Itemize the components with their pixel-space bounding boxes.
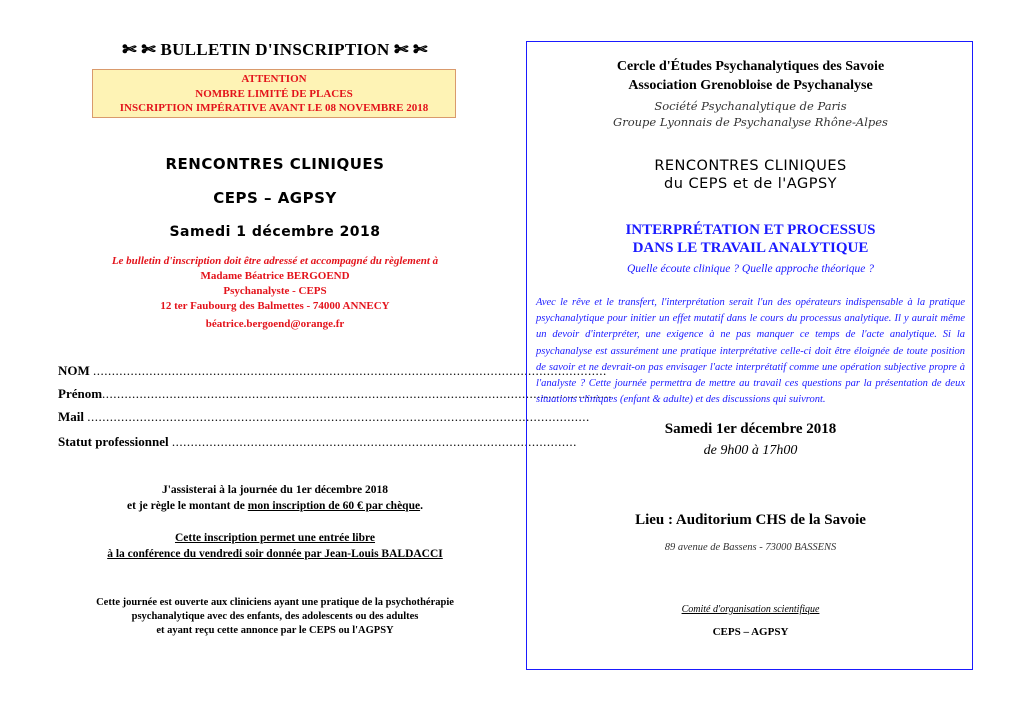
event-heading-line: du CEPS et de l'AGPSY [663, 176, 838, 192]
committee-label: Comité d'organisation scientifique [681, 604, 820, 615]
assist-text: et je règle le montant de [127, 500, 248, 512]
field-statut[interactable] [58, 434, 577, 450]
open-line: Cette journée est ouverte aux cliniciens ayant une pratique de la psychothérapie [96, 597, 454, 608]
event-organizers: CEPS – AGPSY [213, 189, 337, 207]
organizers [527, 57, 974, 95]
field-nom[interactable] [58, 363, 607, 379]
audience-note [40, 596, 510, 638]
assist-amount: mon inscription de 60 € par chèque [247, 500, 421, 512]
event-heading [527, 157, 974, 193]
event-date-right: Samedi 1er décembre 2018 [664, 421, 837, 437]
committee-names: CEPS – AGPSY [712, 626, 789, 638]
libre-line: Cette inscription permet une entrée libre [174, 532, 376, 544]
bulletin-title: ✄ ✄ BULLETIN D'INSCRIPTION ✄ ✄ [122, 40, 428, 59]
affiliations [527, 98, 974, 130]
field-prenom[interactable] [58, 386, 613, 402]
field-mail[interactable] [58, 409, 590, 425]
event-title: RENCONTRES CLINIQUES [165, 155, 385, 173]
contact-address: 12 ter Faubourg des Balmettes - 74000 ANNECY [160, 300, 390, 312]
field-label: Mail [58, 409, 84, 424]
theme-line: DANS LE TRAVAIL ANALYTIQUE [632, 240, 869, 256]
event-date: Samedi 1 décembre 2018 [169, 224, 381, 240]
contact-email: béatrice.bergoend@orange.fr [205, 318, 345, 330]
assist-text: . [420, 500, 423, 512]
field-dots: ............................................................................................................ [171, 434, 577, 449]
groupe-name: Groupe Lyonnais de Psychanalyse Rhône-Alpes [613, 115, 888, 129]
field-label: Prénom [58, 386, 103, 401]
assist-line: J'assisterai à la journée du 1er décembre 2018 [161, 484, 389, 496]
bulletin-note: Le bulletin d'inscription doit être adressé et accompagné du règlement à [111, 255, 439, 267]
theme-line: INTERPRÉTATION ET PROCESSUS [625, 222, 876, 238]
assist-line [40, 498, 510, 514]
association-name: Association Grenobloise de Psychanalyse [628, 78, 873, 93]
attention-line: INSCRIPTION IMPÉRATIVE AVANT LE 08 NOVEMBRE 2018 [119, 102, 429, 114]
theme-title [527, 221, 974, 257]
open-line: et ayant reçu cette annonce par le CEPS ou l'AGPSY [156, 625, 394, 636]
field-label: Statut professionnel [58, 434, 169, 449]
field-dots: ...................................................................................................................................... [87, 409, 590, 424]
free-entry-note [40, 530, 510, 562]
registration-form [40, 0, 613, 724]
theme-subtitle: Quelle écoute clinique ? Quelle approche théorique ? [626, 263, 875, 275]
attendance-statement [40, 482, 510, 514]
libre-line: à la conférence du vendredi soir donnée par Jean-Louis BALDACCI [107, 548, 443, 560]
societe-name: Société Psychanalytique de Paris [654, 99, 847, 113]
field-dots: ........................................................................................................................................ [102, 386, 613, 401]
open-line: psychanalytique avec des enfants, des adolescents ou des adultes [131, 611, 419, 622]
contact-block [40, 254, 510, 332]
field-label: NOM [58, 363, 90, 378]
attention-line: NOMBRE LIMITÉ DE PLACES [195, 87, 353, 100]
description-paragraph: Avec le rêve et le transfert, l'interprétation serait l'un des opérateurs indispensable à la pratique psychanalytique pour initier un effet mutatif dans le cours du processus analytique. Il y aurait même un devoir d'interpréter, une exigence à ne pas manquer ce temps de l'acte analytique. Si la psychanalyse est assurément une pratique interprétative celle-ci doit être éloignée de toute position de savoir et ne devrait-on pas envisager l'acte interprétatif comme une opération subjective propre à l'analyste ? Cette journée permettra de mettre au travail ces questions par la présentation de deux situations cliniques (enfant & adulte) et des discussions qui suivront. [536, 297, 965, 406]
event-location: Lieu : Auditorium CHS de la Savoie [635, 512, 866, 528]
attention-line: ATTENTION [241, 73, 307, 85]
contact-name: Madame Béatrice BERGOEND [200, 270, 350, 282]
event-flyer [526, 41, 973, 670]
field-dots: ......................................................................................................................................... [93, 363, 607, 378]
attention-box [92, 69, 456, 118]
event-heading-line: RENCONTRES CLINIQUES [654, 158, 847, 174]
contact-role: Psychanalyste - CEPS [223, 285, 327, 297]
event-address: 89 avenue de Bassens - 73000 BASSENS [664, 542, 837, 553]
event-hours: de 9h00 à 17h00 [703, 443, 798, 458]
cercle-name: Cercle d'Études Psychanalytiques des Savoie [616, 59, 885, 74]
